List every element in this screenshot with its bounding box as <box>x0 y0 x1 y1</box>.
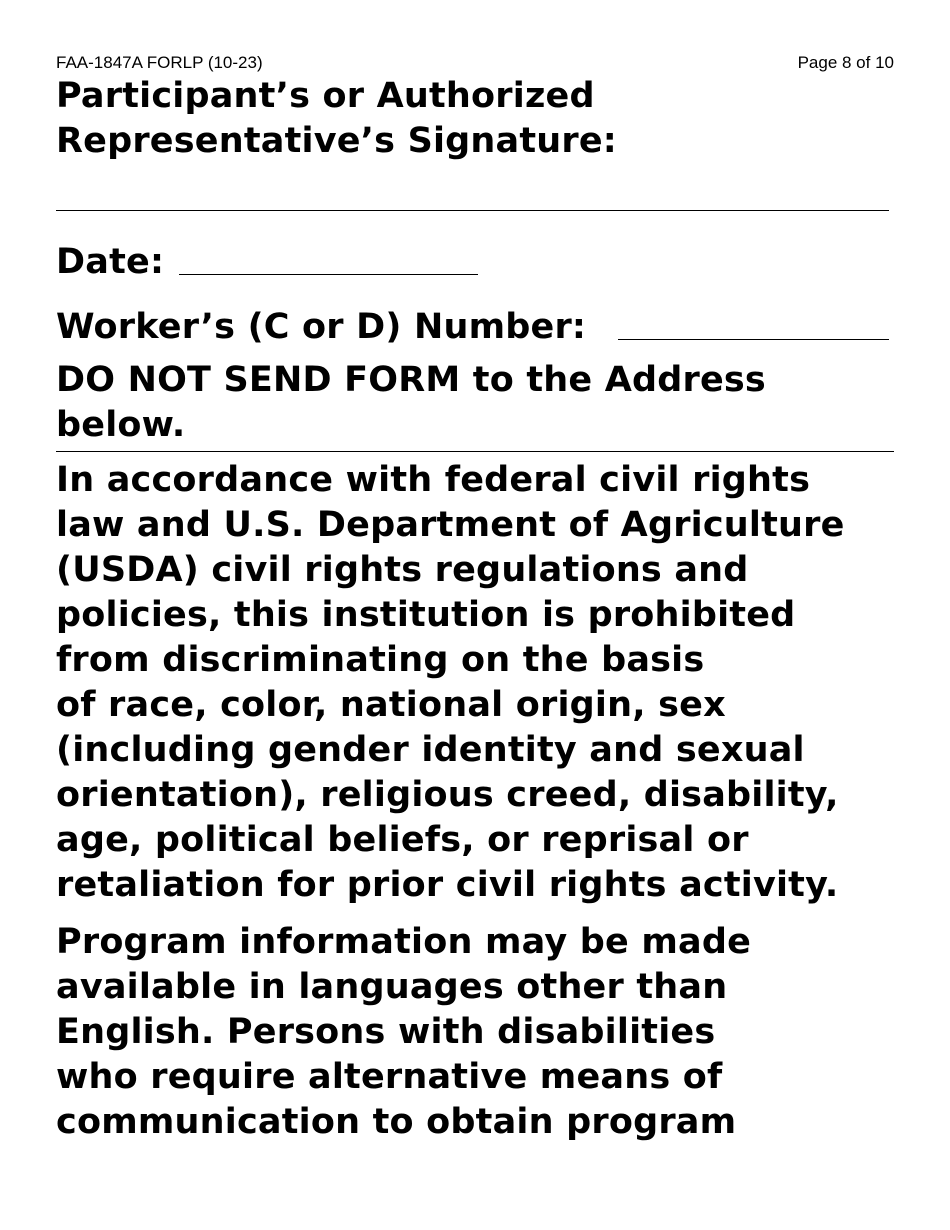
paragraph-line: Program information may be made <box>56 922 752 962</box>
signature-heading-line: Participant’s or Authorized <box>56 76 595 116</box>
signature-heading <box>56 74 756 164</box>
worker-number-field[interactable] <box>618 339 889 340</box>
statement-line: policies, this institution is prohibited <box>56 595 796 635</box>
statement-line: (including gender identity and sexual <box>56 730 805 770</box>
do-not-send-notice <box>56 358 876 448</box>
date-field[interactable] <box>179 274 478 275</box>
statement-line: retaliation for prior civil rights activity. <box>56 865 839 905</box>
page-number: Page 8 of 10 <box>797 53 894 72</box>
signature-heading-line: Representative’s Signature: <box>56 121 618 161</box>
form-id: FAA-1847A FORLP (10-23) <box>56 53 263 72</box>
statement-line: from discriminating on the basis <box>56 640 705 680</box>
statement-line: age, political beliefs, or reprisal or <box>56 820 749 860</box>
paragraph-line: who require alternative means of <box>56 1057 723 1097</box>
statement-line: In accordance with federal civil rights <box>56 460 811 500</box>
civil-rights-statement <box>56 458 936 908</box>
signature-field[interactable] <box>56 210 889 211</box>
notice-line: DO NOT SEND FORM to the Address <box>56 360 766 400</box>
statement-line: orientation), religious creed, disability, <box>56 775 839 815</box>
statement-line: law and U.S. Department of Agriculture <box>56 505 845 545</box>
statement-line: of race, color, national origin, sex <box>56 685 726 725</box>
date-label: Date: <box>56 242 165 282</box>
statement-line: (USDA) civil rights regulations and <box>56 550 749 590</box>
paragraph-line: communication to obtain program <box>56 1102 737 1142</box>
program-information-paragraph <box>56 920 936 1145</box>
notice-line: below. <box>56 405 186 445</box>
paragraph-line: English. Persons with disabilities <box>56 1012 716 1052</box>
section-divider <box>56 451 894 452</box>
paragraph-line: available in languages other than <box>56 967 728 1007</box>
worker-number-label: Worker’s (C or D) Number: <box>56 307 587 347</box>
